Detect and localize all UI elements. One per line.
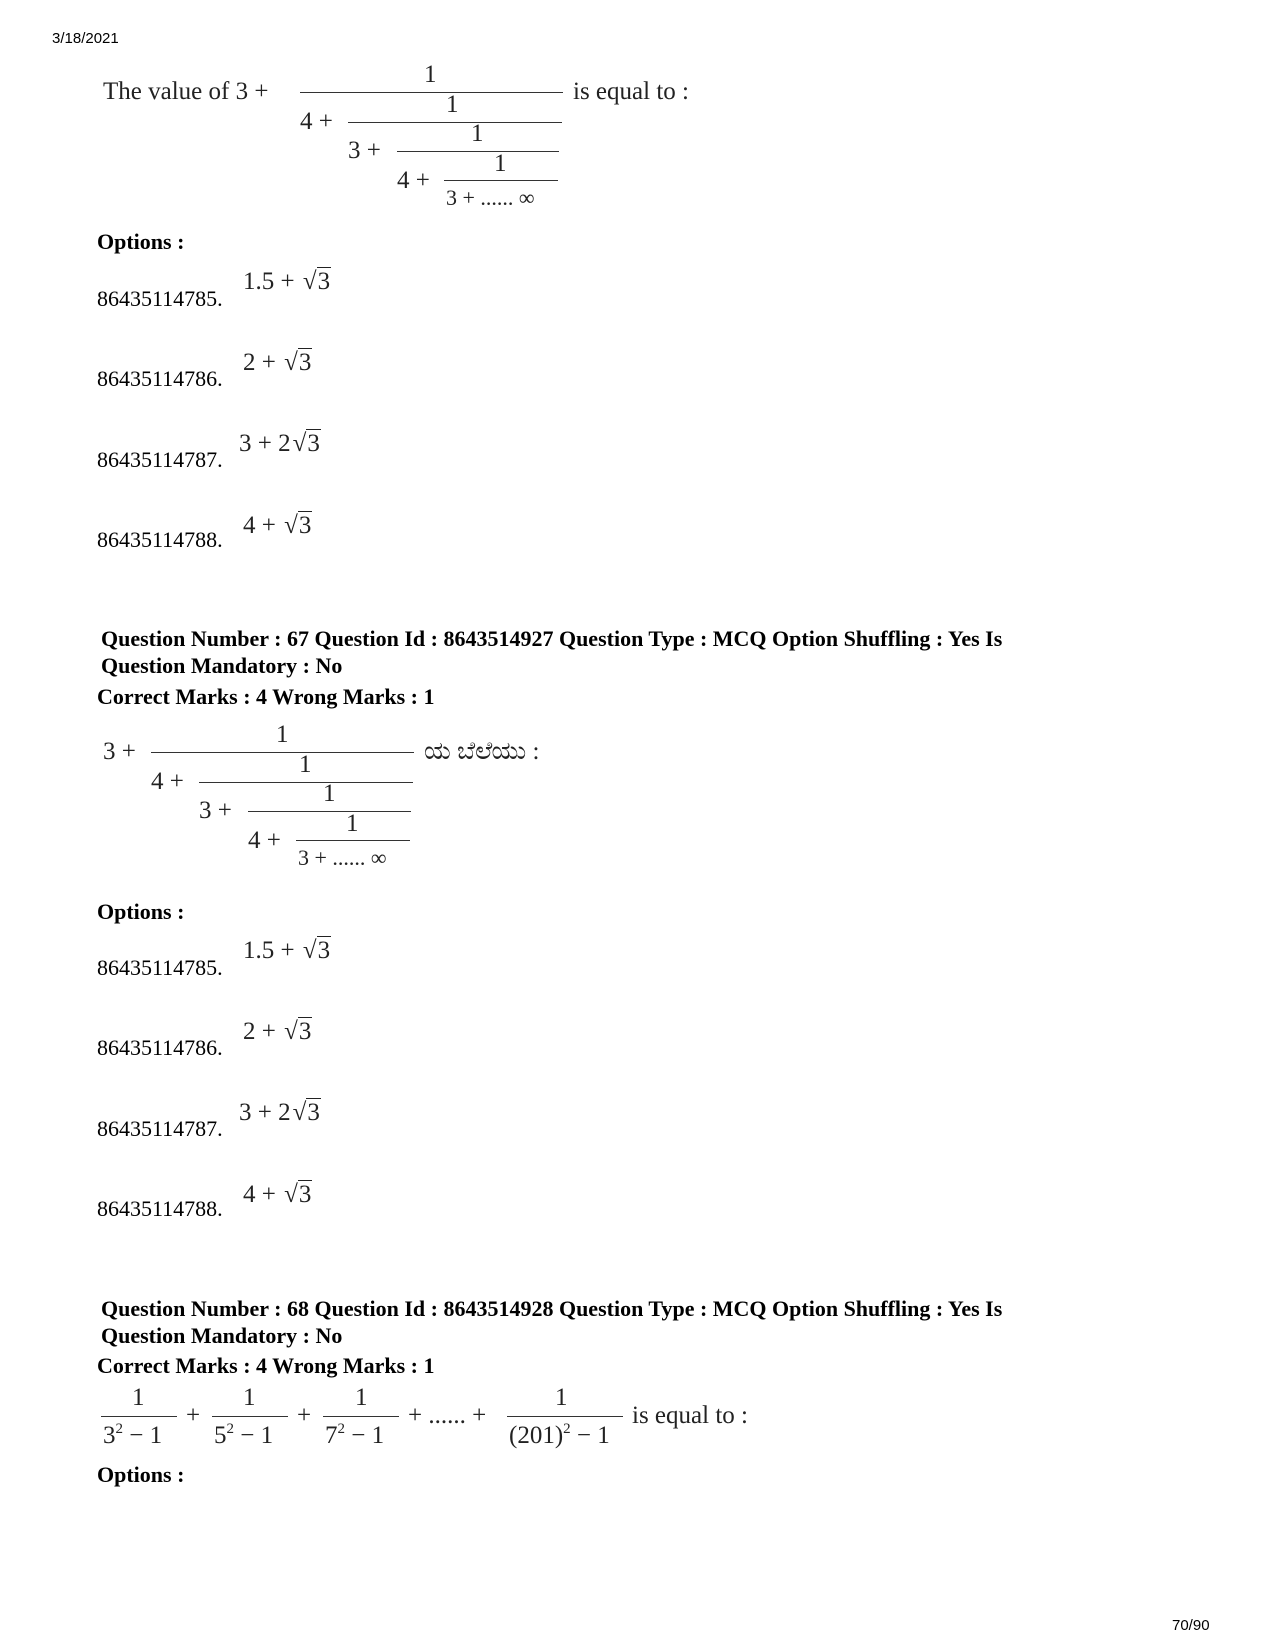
question-meta-line: Question Mandatory : No (101, 1323, 343, 1348)
fraction-numerator: 1 (424, 61, 437, 88)
fraction-term: 3 + (199, 797, 232, 824)
print-date: 3/18/2021 (52, 30, 119, 47)
question-meta-line: Question Number : 68 Question Id : 8643514928 Question Type : MCQ Option Shuffling : Yes Is (101, 1296, 1003, 1321)
fraction-numerator: 1 (471, 120, 484, 147)
option-id: 86435114787. (97, 1116, 223, 1141)
fraction-numerator: 1 (346, 810, 359, 837)
fraction-bar (212, 1416, 288, 1417)
option-expression: 2 + √3 (243, 1018, 312, 1045)
fraction-numerator: 1 (446, 91, 459, 118)
q66-suffix: is equal to : (573, 78, 689, 105)
q66-options-label: Options : (97, 229, 185, 254)
fraction-bar (248, 811, 411, 812)
option-id: 86435114788. (97, 527, 223, 552)
q67-meta (101, 625, 1181, 679)
fraction-term: 3 + (348, 137, 381, 164)
fraction-term: 4 + (151, 768, 184, 795)
fraction-numerator: 1 (555, 1384, 568, 1411)
q68-marks: Correct Marks : 4 Wrong Marks : 1 (97, 1353, 435, 1378)
fraction-numerator: 1 (355, 1384, 368, 1411)
fraction-bar (300, 92, 563, 93)
fraction-numerator: 1 (323, 780, 336, 807)
option-id: 86435114788. (97, 1196, 223, 1221)
question-meta-line: Question Mandatory : No (101, 653, 343, 678)
option-id: 86435114785. (97, 955, 223, 980)
fraction-numerator: 1 (276, 721, 289, 748)
fraction-denominator: $(201)^2 - 1$ (509, 1421, 610, 1449)
fraction-term: 3 + (103, 738, 136, 765)
option-expression: 2 + √3 (243, 349, 312, 376)
fraction-bar (296, 840, 410, 841)
q67-suffix: ಯ ಬೆಲೆಯು : (424, 738, 540, 765)
q68-options-label: Options : (97, 1462, 185, 1487)
option-id: 86435114787. (97, 447, 223, 472)
q66-prefix: The value of 3 + (103, 78, 269, 105)
fraction-bar (151, 752, 414, 753)
question-meta-line: Question Number : 67 Question Id : 8643514927 Question Type : MCQ Option Shuffling : Yes Is (101, 626, 1003, 651)
q67-options-label: Options : (97, 899, 185, 924)
series-ellipsis: + ...... + (408, 1402, 487, 1429)
option-id: 86435114786. (97, 366, 223, 391)
plus-sign: + (297, 1402, 312, 1429)
option-id: 86435114786. (97, 1035, 223, 1060)
option-expression: 3 + 2√3 (239, 1099, 320, 1126)
fraction-bar (348, 122, 562, 123)
plus-sign: + (186, 1402, 201, 1429)
fraction-tail: 3 + ...... ∞ (446, 185, 535, 210)
fraction-denominator: $5^2 - 1$ (214, 1421, 274, 1449)
option-expression: 1.5 + √3 (243, 268, 331, 295)
option-id: 86435114785. (97, 286, 223, 311)
page-number: 70/90 (1172, 1617, 1210, 1634)
fraction-denominator: $7^2 - 1$ (325, 1421, 385, 1449)
fraction-bar (444, 180, 558, 181)
fraction-tail: 3 + ...... ∞ (298, 845, 387, 870)
q67-marks: Correct Marks : 4 Wrong Marks : 1 (97, 684, 435, 709)
option-expression: 1.5 + √3 (243, 937, 331, 964)
fraction-numerator: 1 (243, 1384, 256, 1411)
option-expression: 4 + √3 (243, 1181, 312, 1208)
fraction-bar (507, 1416, 623, 1417)
q68-meta (101, 1295, 1181, 1349)
fraction-bar (101, 1416, 177, 1417)
fraction-numerator: 1 (132, 1384, 145, 1411)
fraction-numerator: 1 (494, 150, 507, 177)
fraction-bar (323, 1416, 399, 1417)
fraction-term: 4 + (300, 108, 333, 135)
fraction-term: 4 + (248, 827, 281, 854)
fraction-numerator: 1 (299, 751, 312, 778)
fraction-term: 4 + (397, 167, 430, 194)
fraction-denominator: $3^2 - 1$ (103, 1421, 163, 1449)
option-expression: 3 + 2√3 (239, 430, 320, 457)
option-expression: 4 + √3 (243, 512, 312, 539)
fraction-bar (397, 151, 559, 152)
fraction-bar (199, 782, 413, 783)
q68-suffix: is equal to : (632, 1402, 748, 1429)
